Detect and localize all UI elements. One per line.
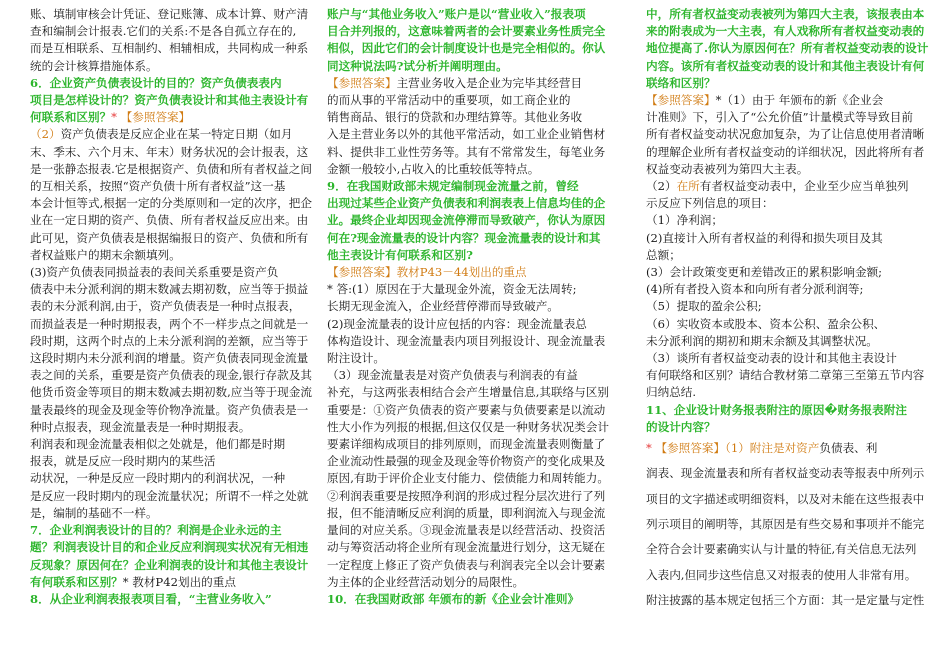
text-line	[327, 144, 618, 161]
text-line	[30, 367, 316, 384]
text-run: 种时点报表，现金流量表是一种时期报表。	[30, 419, 251, 434]
text-column-right	[646, 6, 932, 672]
text-run: 利润表和现金流量表相似之处就是，他们都是时期	[30, 437, 286, 452]
text-run: *	[111, 110, 121, 125]
text-line	[646, 563, 932, 588]
text-run: 未分派利润的期初和期末余额及其调整状况。	[646, 333, 878, 348]
text-line	[646, 92, 932, 109]
text-run: (2)直接计入所有者权益的利得和损失项目及其	[646, 230, 883, 245]
text-run: 体构造设计、现金流量表内项目列报设计、现金流量表	[327, 333, 606, 348]
text-run: 的设计内容？	[646, 419, 716, 434]
text-line	[30, 281, 316, 298]
text-run: 动状况，一种是反应一段时期内的利润状况，一种	[30, 471, 286, 486]
text-line	[646, 247, 932, 264]
text-run: 内容。该所有者权益变动表的设计和其他主表设计有何	[646, 58, 925, 73]
text-line	[327, 109, 618, 126]
text-line	[327, 298, 618, 315]
text-run: 总额；	[646, 247, 681, 262]
text-run: 他主表设计有何联系和区别?	[327, 247, 473, 262]
text-line	[646, 436, 932, 461]
text-run: 8．从企业利润表报表项目看，“主营业务收入”	[30, 591, 272, 606]
text-run: （5）提取的盈余公积;	[646, 299, 762, 314]
text-line	[327, 522, 618, 539]
text-column-left	[30, 6, 316, 672]
text-run: 表之间的关系，重要是资产负债表的现金,银行存款及其	[30, 368, 312, 383]
text-run: 量间的对应关系。③现金流量表是以经营活动、投资活	[327, 523, 606, 538]
text-run: * 答:(1）原因在于大量现金外流，资金无法周转;	[327, 282, 577, 297]
text-line	[30, 384, 316, 401]
text-line	[646, 487, 932, 512]
text-line	[30, 23, 316, 40]
text-line	[327, 58, 618, 75]
text-run: 来的附表成为一大主表，有人戏称所有者权益变动表的	[646, 24, 925, 39]
text-run: 报表，就是反应一段时期内的某些活	[30, 454, 216, 469]
text-line	[30, 488, 316, 505]
text-line	[30, 75, 316, 92]
text-run: 性大小作为列报的根据,但这仅仅是一种财务状况类会计	[327, 419, 609, 434]
text-run: 中，所有者权益变动表被列为第四大主表，该报表由本	[646, 7, 925, 21]
text-run: 润表、现金流量表和所有者权益变动表等报表中所列示	[646, 466, 925, 481]
text-run: 这段时期内未分派利润的增量。资产负债表同现金流量	[30, 351, 309, 366]
text-line	[327, 212, 618, 229]
text-run: 有何联系和区别？	[30, 574, 123, 589]
text-run: *（1）由于 年颁布的新《企业会	[715, 93, 884, 108]
text-run: 要素详细构成项目的排列原则，而现金流量表则衡量了	[327, 437, 606, 452]
text-line	[327, 591, 618, 608]
text-run: 的而从事的平常活动中的重要项，如工商企业的	[327, 93, 571, 108]
text-run: 动与筹资活动将企业所有现金流量进行划分，这无疑在	[327, 540, 606, 555]
text-line	[646, 512, 932, 537]
text-run: （2）	[646, 179, 677, 194]
text-line	[327, 75, 618, 92]
text-line	[30, 58, 316, 75]
text-run: （2）	[30, 127, 61, 142]
text-run: 而损益表是一种时期报表，两个不一样步点之间就是一	[30, 316, 309, 331]
text-run: 债表中未分派利润的期末数减去期初数，应当等于损益	[30, 282, 309, 297]
text-line	[327, 574, 618, 591]
text-line	[327, 470, 618, 487]
text-line	[327, 557, 618, 574]
text-run: 7．企业利润表设计的目的？利润是企业永远的主	[30, 523, 282, 538]
text-run: ②利润表重要是按照净利润的形成过程分层次进行了列	[327, 488, 606, 503]
text-run: 账户与“其他业务收入”账户是以“营业收入”报表项	[327, 7, 586, 21]
text-line	[30, 522, 316, 539]
text-line	[646, 6, 932, 23]
text-line	[327, 367, 618, 384]
text-run: 账、填制审核会计凭证、登记账簿、成本计算、财产清	[30, 7, 309, 21]
text-run: 表的未分派利润,由于，资产负债表是一种时点报表，	[30, 299, 301, 314]
text-run: 归纳总结.	[646, 385, 697, 400]
text-line	[30, 470, 316, 487]
text-run: 【参照答案】	[120, 110, 191, 125]
text-line	[327, 195, 618, 212]
text-line	[30, 264, 316, 281]
text-run: 有何联络和区别？请结合教材第二章第三至第五节内容	[646, 368, 925, 383]
text-run: 末、季末、六个月末、年末）财务状况的会计报表，这	[30, 144, 309, 159]
text-line	[646, 333, 932, 350]
text-line	[30, 40, 316, 57]
text-run: 项目是怎样设计的？资产负债表设计和其他主表设计有	[30, 93, 309, 108]
text-run: 业。最终企业却因现金流停滞而导致破产，你认为原因	[327, 213, 606, 228]
text-run: * 教材P42划出的重点	[122, 574, 236, 589]
text-line	[327, 281, 618, 298]
text-run: 业在一定日期的资产、负债、所有者权益反应出来。由	[30, 213, 309, 228]
text-line	[646, 23, 932, 40]
text-line	[646, 461, 932, 486]
text-line	[646, 109, 932, 126]
text-run: 原因,有助于评价企业支付能力、偿债能力和周转能力。	[327, 471, 609, 486]
text-line	[327, 384, 618, 401]
text-run: 入表内,但同步这些信息又对报表的使用人非常有用。	[646, 567, 917, 582]
text-run: （6）实收资本或股本、资本公积、盈余公积、	[646, 316, 886, 331]
text-run: 主营业务收入是企业为完毕其经营目	[396, 75, 583, 90]
text-line	[30, 505, 316, 522]
text-line	[646, 384, 932, 401]
text-line	[327, 178, 618, 195]
text-line	[646, 537, 932, 562]
text-line	[646, 402, 932, 419]
text-line	[646, 58, 932, 75]
text-line	[30, 109, 316, 126]
text-line	[30, 92, 316, 109]
text-run: 重要是：①资产负债表的资产要素与负债要素是以流动	[327, 402, 606, 417]
text-run: （1）净利润；	[646, 213, 723, 228]
text-run: (2)现金流量表的设计应包括的内容：现金流量表总	[327, 316, 587, 331]
text-line	[30, 144, 316, 161]
text-run: 相似，因此它们的会计制度设计也是完全相似的。你认	[327, 41, 606, 56]
text-run: 反现象？原因何在？企业利润表的设计和其他主表设计	[30, 557, 309, 572]
text-run: 9．在我国财政部未规定编制现金流量之前，曾经	[327, 179, 579, 194]
text-line	[646, 161, 932, 178]
text-run: 段时期，这两个时点的上未分派利润的差额，应当等于	[30, 333, 309, 348]
text-run: 报，但不能清晰反应利润的质量，即利润流入与现金流	[327, 505, 606, 520]
text-run: 项目的文字描述或明细资料，以及对未能在这些报表中	[646, 491, 925, 506]
text-line	[646, 281, 932, 298]
text-line	[646, 178, 932, 195]
text-line	[327, 92, 618, 109]
text-line	[646, 588, 932, 613]
text-run: 地位提高了.你认为原因何在？所有者权益变动表的设计	[646, 41, 929, 56]
text-run: 长期无现金流入，企业经营停滞而导致破产。	[327, 299, 559, 314]
text-run: 在所	[676, 179, 700, 194]
text-run: 【参照答案】教材P43－44划出的重点	[327, 265, 527, 280]
text-run: 所有者权益变动状况愈加复杂，为了让信息使用者清晰	[646, 127, 925, 142]
text-line	[30, 591, 316, 608]
text-line	[327, 539, 618, 556]
text-run: 本会计恒等式,根据一定的分类原则和一定的次序，把企	[30, 196, 312, 211]
text-column-middle	[327, 6, 618, 672]
text-line	[30, 350, 316, 367]
text-run: 他货币资金等项目的期末数减去期初数,应当等于现金流	[30, 385, 312, 400]
text-run: 量表最终的现金及现金等价物净流量。资产负债表是一	[30, 402, 309, 417]
text-run: 权益变动表被列为第四大主表。	[646, 161, 809, 176]
text-line	[30, 212, 316, 229]
text-run: 补充，与这两张表相结合会产生增量信息,其联络与区别	[327, 385, 609, 400]
text-run: 料、提供非工业性劳务等。其有不常常发生，每笔业务	[327, 144, 606, 159]
text-line	[646, 350, 932, 367]
text-run: 出现过某些企业资产负债表和利润表表上信息均佳的企	[327, 196, 606, 211]
text-run: (4)所有者投入资本和向所有者分派利润等;	[646, 282, 864, 297]
text-line	[327, 419, 618, 436]
text-run: 11、企业设计财务报表附注的原因�财务报表附注	[646, 402, 907, 417]
text-run: 企业流动性最强的现金及现金等价物资产的变化成果及	[327, 454, 606, 469]
text-run: 目合并列报的，这意味着两者的会计要素业务性质完全	[327, 24, 606, 39]
text-run: 题？利润表设计目的和企业反应利润现实状况有无相违	[30, 540, 309, 555]
text-line	[327, 40, 618, 57]
text-line	[30, 402, 316, 419]
text-line	[646, 264, 932, 281]
text-line	[30, 453, 316, 470]
text-line	[327, 505, 618, 522]
text-run: 查和编制会计报表.它们的关系:不是各自孤立存在的,	[30, 24, 297, 39]
text-line	[646, 126, 932, 143]
text-run: 【参照答案】	[646, 93, 716, 108]
text-line	[30, 161, 316, 178]
text-run: 全符合会计要素确实认与计量的特征,有关信息无法列	[646, 542, 917, 557]
text-line	[646, 367, 932, 384]
text-line	[327, 23, 618, 40]
text-line	[646, 40, 932, 57]
text-line	[327, 230, 618, 247]
text-run: （3）谈所有者权益变动表的设计和其他主表设计	[646, 351, 897, 366]
text-run: 而是互相联系、互相制约、相辅相成，共同构成一种系	[30, 41, 309, 56]
text-run: (3)资产负债表同损益表的表间关系重要是资产负	[30, 265, 279, 280]
text-line	[327, 453, 618, 470]
text-line	[646, 298, 932, 315]
text-run: 一定程度上修正了资产负债表与利润表完全以会计要素	[327, 557, 606, 572]
text-line	[30, 436, 316, 453]
text-line	[30, 247, 316, 264]
text-line	[646, 195, 932, 212]
text-run: 计准则》下，引入了“公允价值”计量模式等导致目前	[646, 110, 913, 125]
text-run: 附注披露的基本规定包括三个方面：其一是定量与定性	[646, 592, 925, 607]
text-run: 有者权益变动表中，企业至少应当单独列	[699, 179, 909, 194]
text-line	[30, 195, 316, 212]
text-run: 资产负债表是反应企业在某一特定日期（如月	[60, 127, 293, 142]
text-line	[327, 402, 618, 419]
text-run: 同这种说法吗?试分析并阐明理由。	[327, 58, 508, 73]
text-line	[646, 419, 932, 436]
text-line	[327, 350, 618, 367]
text-run: *	[646, 441, 656, 456]
text-run: 入是主营业务以外的其他平常活动，如工业企业销售材	[327, 127, 606, 142]
text-run: 的互相关系，按照“资产负债十所有者权益”这一基	[30, 179, 286, 194]
text-run: 金额一般较小,占收入的比重较低等特点。	[327, 161, 540, 176]
text-run: 10．在我国财政部 年颁布的新《企业会计准则》	[327, 591, 580, 606]
text-run: （3）现金流量表是对资产负债表与利润表的有益	[327, 368, 578, 383]
text-line	[327, 247, 618, 264]
text-run: 是反应一段时期内的现金流量状况；所谓不一样之处就	[30, 488, 309, 503]
text-line	[30, 574, 316, 591]
text-line	[30, 333, 316, 350]
text-run: 负债表、利	[819, 441, 878, 456]
text-line	[30, 539, 316, 556]
text-run: 示反应下列信息的项目：	[646, 196, 774, 211]
text-line	[646, 212, 932, 229]
text-run: 何在?现金流量表的设计内容？现金流量表的设计和其	[327, 230, 601, 245]
text-line	[646, 144, 932, 161]
text-line	[646, 316, 932, 333]
text-run: 列示项目的阐明等，其原因是有些交易和事项并不能完	[646, 516, 925, 531]
text-run: 【参照答案】（1）附注是对资产	[655, 441, 820, 456]
text-line	[30, 230, 316, 247]
text-line	[30, 557, 316, 574]
text-line	[646, 230, 932, 247]
text-run: 是，编制的基础不一样。	[30, 505, 158, 520]
text-run: (3）会计政策变更和差错改正的累积影响金额;	[646, 265, 883, 280]
text-line	[327, 161, 618, 178]
text-line	[30, 419, 316, 436]
text-run: 是一张静态报表.它是根据资产、负债和所有者权益之间	[30, 161, 312, 176]
text-run: 的理解企业所有者权益变动的详细状况，因此将所有者	[646, 144, 925, 159]
text-line	[327, 264, 618, 281]
text-run: 【参照答案】	[327, 75, 397, 90]
text-line	[30, 126, 316, 143]
text-line	[30, 298, 316, 315]
text-line	[30, 178, 316, 195]
text-line	[327, 316, 618, 333]
text-run: 为主体的企业经营活动划分的局限性。	[327, 574, 525, 589]
text-line	[327, 488, 618, 505]
text-line	[30, 316, 316, 333]
text-line	[327, 6, 618, 23]
text-line	[327, 436, 618, 453]
text-run: 联络和区别？	[646, 75, 716, 90]
text-run: 附注设计。	[327, 351, 385, 366]
text-run: 统的会计核算措施体系。	[30, 58, 158, 73]
text-run: 此可见，资产负债表是根据编报日的资产、负债和所有	[30, 230, 309, 245]
text-line	[646, 75, 932, 92]
text-run: 何联系和区别？	[30, 110, 112, 125]
text-line	[30, 6, 316, 23]
text-run: 者权益账户的期末余额填列。	[30, 247, 181, 262]
text-line	[327, 333, 618, 350]
text-run: 销售商品、银行的贷款和办理结算等。其他业务收	[327, 110, 583, 125]
text-run: 6．企业资产负债表设计的目的？资产负债表表内	[30, 75, 282, 90]
text-line	[327, 126, 618, 143]
